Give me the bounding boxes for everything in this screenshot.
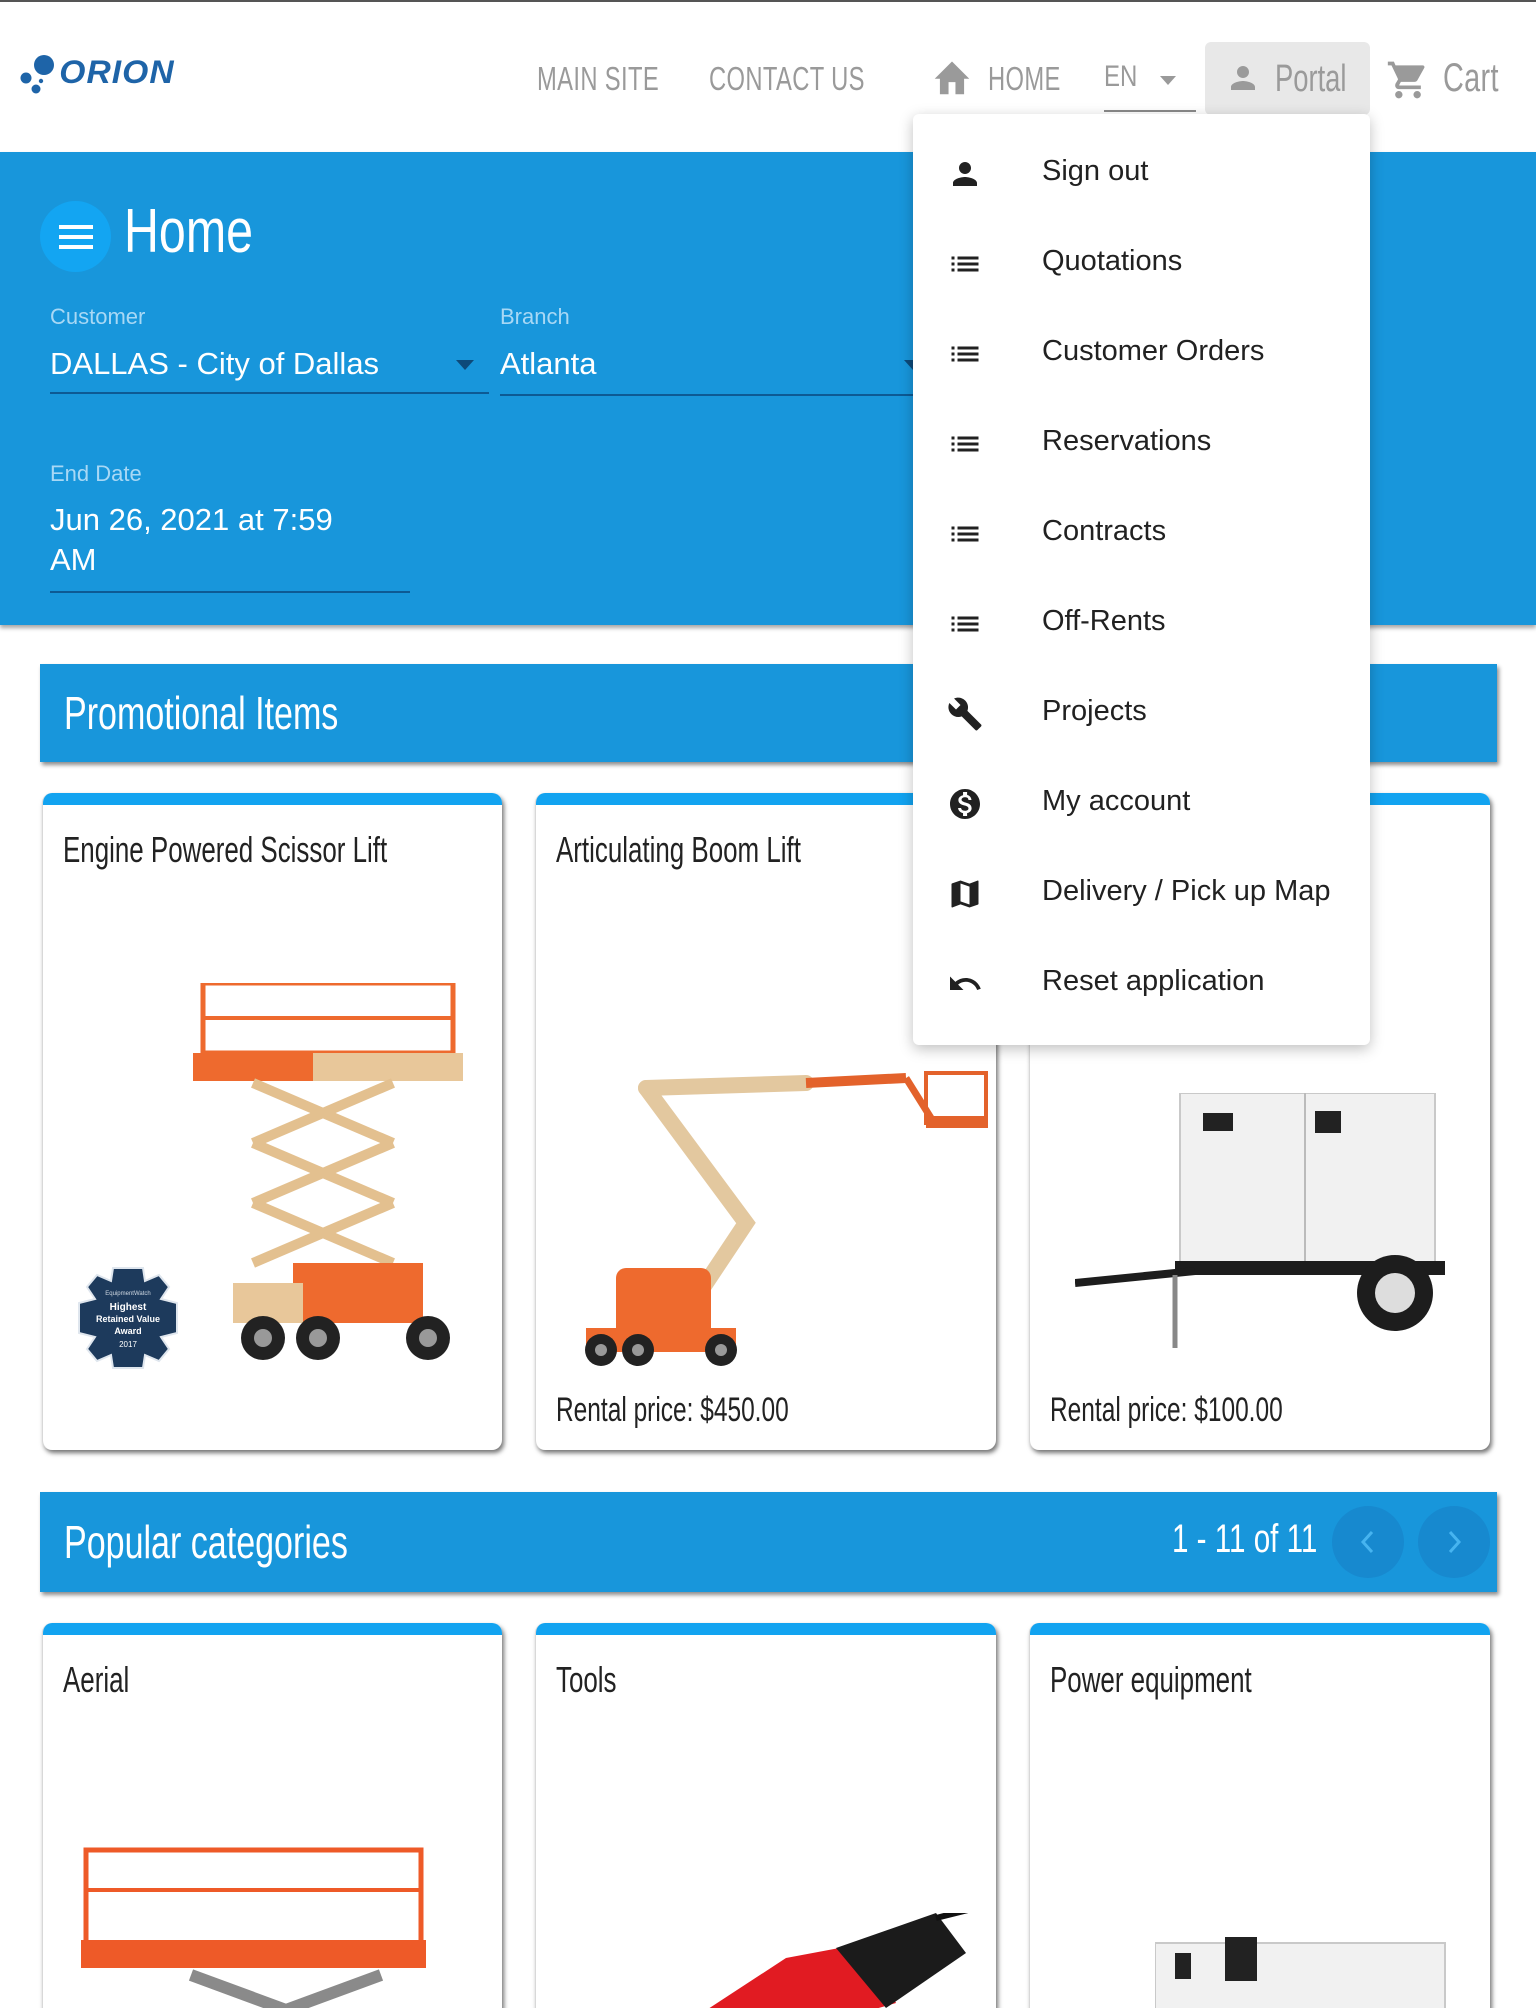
- caret-down-icon[interactable]: [456, 360, 474, 370]
- card-title: Power equipment: [1050, 1659, 1252, 1700]
- menu-item-reservations[interactable]: [913, 399, 1370, 489]
- list-icon: [947, 426, 983, 462]
- menu-item-reset-application[interactable]: [913, 939, 1370, 1029]
- pager-range: 1 - 11 of 11: [1172, 1517, 1318, 1561]
- menu-item-customer-orders[interactable]: [913, 309, 1370, 399]
- svg-text:Award: Award: [114, 1326, 142, 1336]
- category-card-power-equipment[interactable]: [1029, 1623, 1490, 2008]
- end-date-underline: [50, 591, 410, 593]
- portal-label: Portal: [1275, 58, 1347, 100]
- caret-down-icon: [1160, 76, 1176, 85]
- rental-price: Rental price: $450.00: [556, 1391, 789, 1429]
- rental-price: Rental price: $100.00: [1050, 1391, 1283, 1429]
- hamburger-icon: [59, 225, 93, 229]
- language-value: EN: [1104, 60, 1138, 93]
- end-date-value-line2[interactable]: AM: [50, 542, 97, 577]
- list-icon: [947, 516, 983, 552]
- list-icon: [947, 336, 983, 372]
- card-accent: [43, 1623, 502, 1635]
- next-page-button[interactable]: [1418, 1506, 1490, 1578]
- category-card-aerial[interactable]: [42, 1623, 502, 2008]
- branch-label: Branch: [500, 304, 570, 329]
- logo-dots-icon: [18, 54, 62, 100]
- svg-text:2017: 2017: [119, 1340, 137, 1349]
- menu-label: Reservations: [1042, 425, 1212, 457]
- card-accent: [43, 793, 502, 805]
- card-title: Aerial: [63, 1659, 130, 1700]
- page-title: Home: [124, 197, 254, 266]
- menu-label: My account: [1042, 785, 1191, 817]
- map-icon: [947, 876, 983, 912]
- menu-item-delivery-map[interactable]: [913, 849, 1370, 939]
- language-select[interactable]: [1104, 54, 1196, 112]
- nav-cart[interactable]: Cart: [1443, 56, 1499, 100]
- menu-label: Projects: [1042, 695, 1147, 727]
- customer-select[interactable]: DALLAS - City of Dallas: [50, 346, 380, 381]
- hamburger-icon-bar: [59, 245, 93, 249]
- chevron-right-icon: [1442, 1528, 1466, 1556]
- branch-underline: [500, 394, 920, 396]
- power-equipment-category-image: [1155, 1923, 1455, 2008]
- card-title: Engine Powered Scissor Lift: [63, 829, 388, 870]
- customer-underline: [50, 392, 489, 394]
- badge-brand: EquipmentWatch: [105, 1291, 151, 1297]
- nav-main-site[interactable]: MAIN SITE: [537, 60, 660, 97]
- menu-label: Quotations: [1042, 245, 1183, 277]
- person-icon: [1225, 60, 1261, 96]
- menu-label: Contracts: [1042, 515, 1167, 547]
- menu-item-off-rents[interactable]: [913, 579, 1370, 669]
- menu-label: Sign out: [1042, 155, 1149, 187]
- generator-image: [1075, 1093, 1475, 1363]
- menu-label: Delivery / Pick up Map: [1042, 875, 1331, 907]
- end-date-label: End Date: [50, 461, 142, 486]
- hamburger-icon-bar: [59, 235, 93, 239]
- prev-page-button[interactable]: [1332, 1506, 1404, 1578]
- award-badge-image: [73, 1263, 183, 1373]
- list-icon: [947, 246, 983, 282]
- menu-item-projects[interactable]: [913, 669, 1370, 759]
- nav-home[interactable]: HOME: [988, 60, 1061, 97]
- list-icon: [947, 606, 983, 642]
- menu-label: Off-Rents: [1042, 605, 1166, 637]
- card-accent: [536, 1623, 996, 1635]
- customer-label: Customer: [50, 304, 146, 329]
- scissor-lift-image: [193, 983, 463, 1373]
- nav-contact-us[interactable]: CONTACT US: [709, 60, 865, 97]
- branch-select[interactable]: Atlanta: [500, 346, 597, 381]
- portal-menu: [913, 114, 1370, 1045]
- menu-label: Reset application: [1042, 965, 1265, 997]
- wrench-icon: [947, 696, 983, 732]
- section-title: Promotional Items: [64, 687, 339, 739]
- section-title: Popular categories: [64, 1516, 348, 1568]
- person-icon: [947, 156, 983, 192]
- home-icon[interactable]: [931, 58, 973, 96]
- tools-category-image: [636, 1913, 996, 2008]
- popular-categories-bar: [40, 1492, 1497, 1592]
- menu-item-contracts[interactable]: [913, 489, 1370, 579]
- portal-button[interactable]: [1205, 42, 1370, 115]
- menu-button[interactable]: [40, 201, 111, 272]
- menu-item-sign-out[interactable]: [913, 129, 1370, 219]
- card-title: Articulating Boom Lift: [556, 829, 801, 870]
- orion-logo[interactable]: [18, 54, 188, 100]
- menu-item-quotations[interactable]: [913, 219, 1370, 309]
- card-title: Tools: [556, 1659, 617, 1700]
- svg-text:Highest: Highest: [109, 1302, 147, 1313]
- category-card-tools[interactable]: [535, 1623, 996, 2008]
- menu-label: Customer Orders: [1042, 335, 1265, 367]
- promo-card[interactable]: [42, 793, 502, 1450]
- end-date-value[interactable]: Jun 26, 2021 at 7:59: [50, 502, 333, 537]
- logo-text: ORION: [59, 54, 175, 90]
- svg-text:Retained Value: Retained Value: [95, 1314, 161, 1324]
- chevron-left-icon: [1356, 1528, 1380, 1556]
- menu-item-my-account[interactable]: [913, 759, 1370, 849]
- cart-icon[interactable]: [1386, 58, 1430, 102]
- boom-lift-image: [576, 1068, 996, 1368]
- card-accent: [1030, 1623, 1490, 1635]
- dollar-circle-icon: [947, 786, 983, 822]
- undo-icon: [947, 966, 983, 1002]
- aerial-category-image: [81, 1845, 431, 2008]
